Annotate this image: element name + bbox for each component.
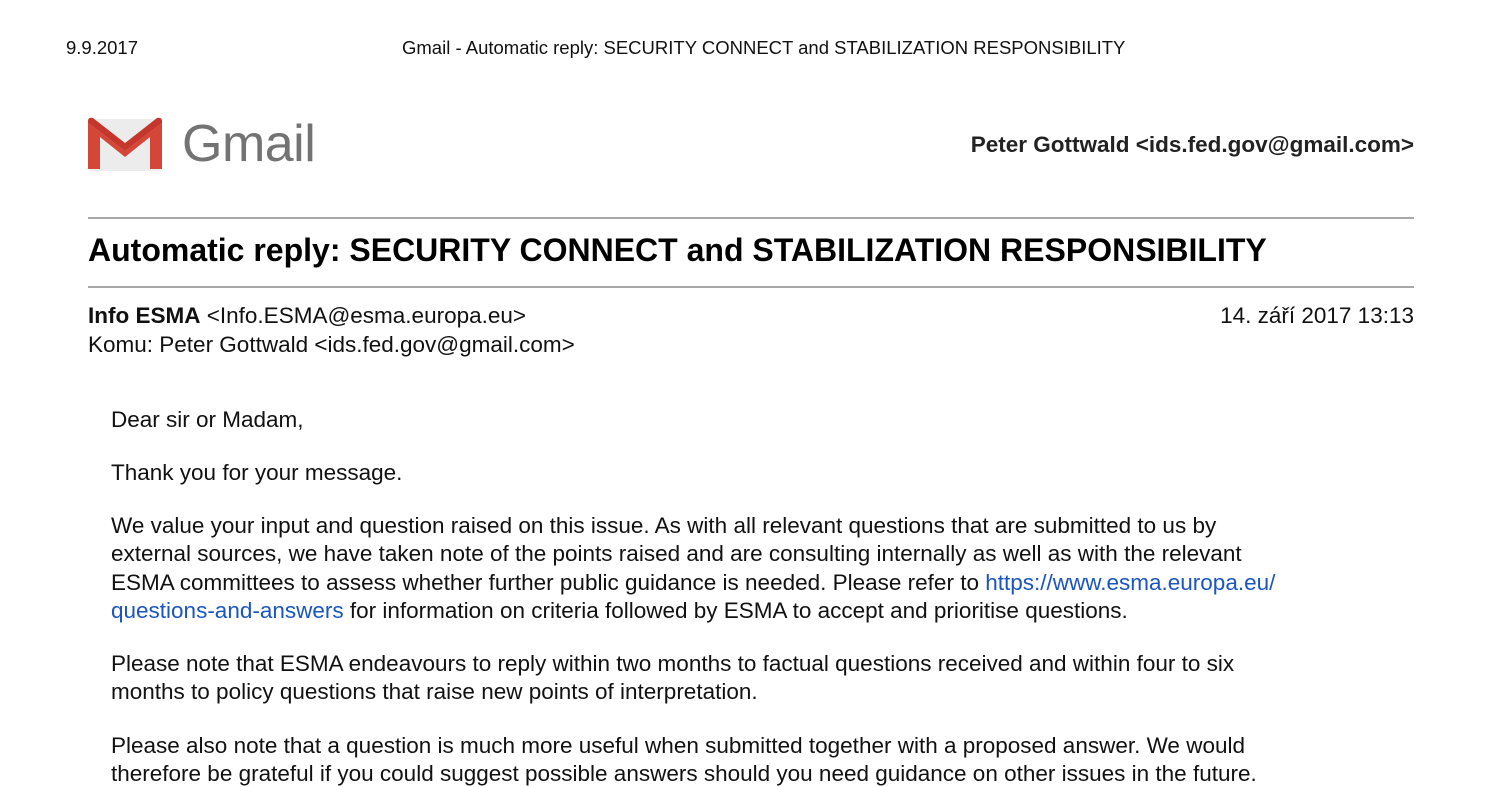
recipient: Komu: Peter Gottwald <ids.fed.gov@gmail.com> <box>88 332 575 357</box>
message-date: 14. září 2017 13:13 <box>1220 303 1414 328</box>
gmail-logo <box>86 114 315 174</box>
sender-name: Info ESMA <box>88 303 201 328</box>
body-line: We value your input and question raised on this issue. As with all relevant questions that are submitted to us by <box>111 513 1217 538</box>
body-text: ESMA committees to assess whether further public guidance is needed. Please refer to <box>111 570 986 595</box>
greeting: Dear sir or Madam, <box>111 407 304 432</box>
body-line <box>111 598 1128 624</box>
gmail-wordmark: Gmail <box>182 115 316 173</box>
body-line: external sources, we have taken note of the points raised and are consulting internally as well as with the relevant <box>111 541 1242 566</box>
body-line: Please note that ESMA endeavours to reply within two months to factual questions received and within four to six <box>111 651 1235 676</box>
body-line: months to policy questions that raise new points of interpretation. <box>111 679 758 704</box>
sender <box>88 303 526 329</box>
body-line: therefore be grateful if you could suggest possible answers should you need guidance on other issues in the future. <box>111 761 1257 786</box>
sender-email: <Info.ESMA@esma.europa.eu> <box>206 303 527 328</box>
thanks-line: Thank you for your message. <box>111 460 403 485</box>
esma-qa-link-cont[interactable]: questions-and-answers <box>111 598 344 623</box>
body-line <box>111 570 1275 596</box>
account-label: Peter Gottwald <ids.fed.gov@gmail.com> <box>970 132 1414 157</box>
esma-qa-link[interactable]: https://www.esma.europa.eu/ <box>985 570 1276 595</box>
subject-heading: Automatic reply: SECURITY CONNECT and STABILIZATION RESPONSIBILITY <box>88 232 1267 268</box>
body-text: for information on criteria followed by ESMA to accept and prioritise questions. <box>343 598 1128 623</box>
divider <box>88 286 1414 288</box>
divider <box>88 217 1414 219</box>
print-title: Gmail - Automatic reply: SECURITY CONNECT and STABILIZATION RESPONSIBILITY <box>402 37 1126 58</box>
body-line: Please also note that a question is much more useful when submitted together with a proposed answer. We would <box>111 733 1245 758</box>
print-date: 9.9.2017 <box>66 37 139 58</box>
gmail-envelope-icon <box>86 115 164 173</box>
